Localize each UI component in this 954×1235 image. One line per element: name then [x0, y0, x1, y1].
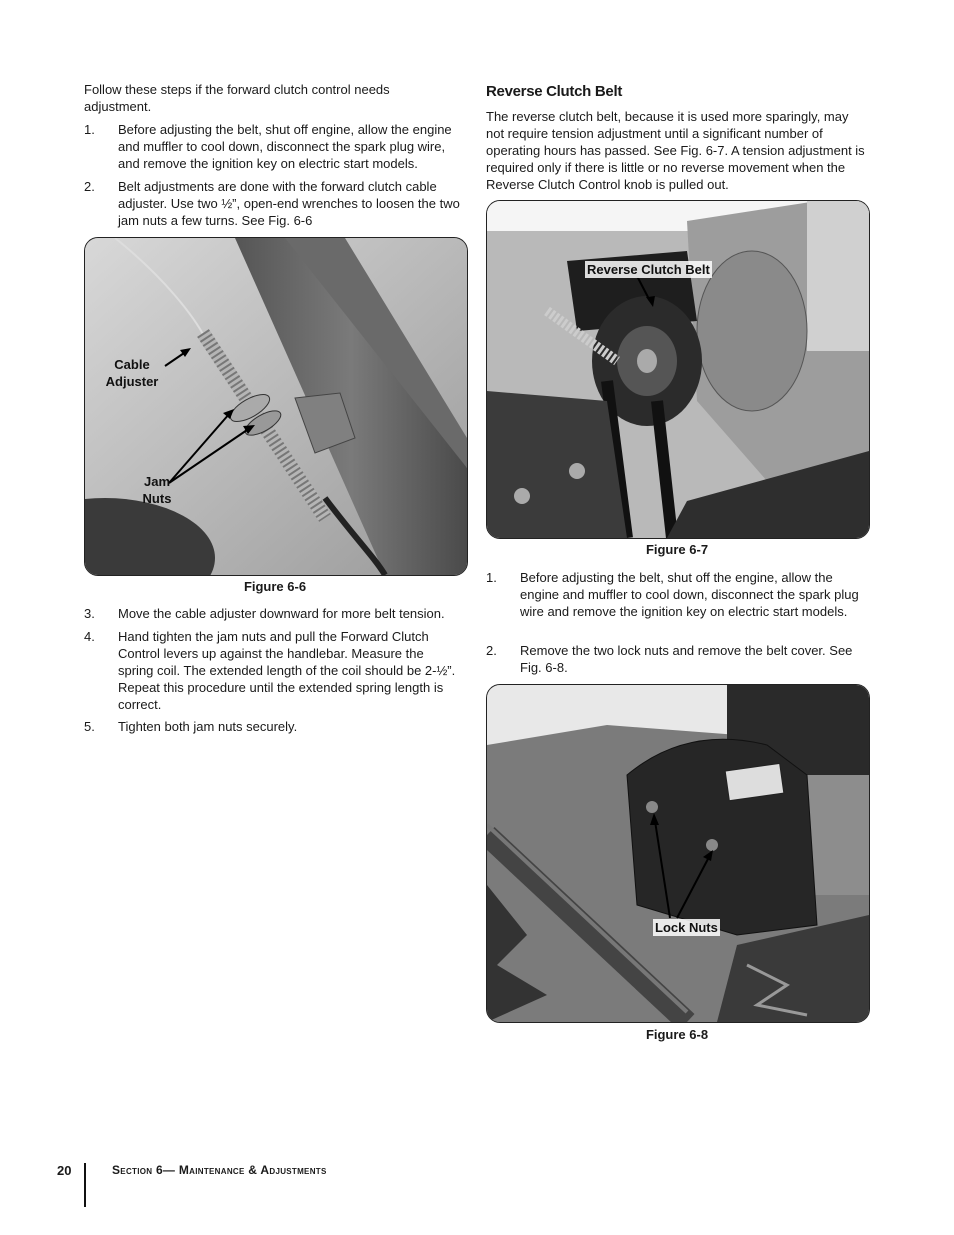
- step-number: 2.: [84, 179, 95, 194]
- label-reverse-clutch-belt: Reverse Clutch Belt: [587, 262, 710, 277]
- figure-6-6-caption: Figure 6-6: [243, 579, 307, 594]
- figure-6-7-caption: Figure 6-7: [645, 542, 709, 557]
- step-text: Remove the two lock nuts and remove the belt cover. See Fig. 6-8.: [520, 643, 853, 675]
- label-jam-nuts: Jam Nuts: [142, 474, 172, 506]
- step-text: Hand tighten the jam nuts and pull the Forward Clutch Control levers up against the handlebar. Measure the spring coil. The extended length of the coil should be 2-½”. Repeat this procedure until the extended spring length is correct.: [118, 629, 456, 712]
- step-number: 4.: [84, 629, 95, 644]
- step-text: Belt adjustments are done with the forward clutch cable adjuster. Use two ½”, open-end wrenches to loosen the two jam nuts a few turns. See Fig. 6-6: [118, 179, 460, 228]
- intro-paragraph: Follow these steps if the forward clutch control needs adjustment.: [84, 82, 390, 114]
- figure-6-8-photo: [486, 684, 870, 1023]
- step-number: 2.: [486, 643, 497, 658]
- step-text: Move the cable adjuster downward for more belt tension.: [118, 606, 445, 621]
- figure-6-7-photo: [486, 200, 870, 539]
- step-number: 5.: [84, 719, 95, 734]
- footer-section-title: Section 6— Maintenance & Adjustments: [112, 1163, 327, 1177]
- reverse-intro-paragraph: The reverse clutch belt, because it is used more sparingly, may not require tension adjustment until a significant number of operating hours has passed. See Fig. 6-7. A tension adjustment is required only if there is little or no reverse movement when the Reverse Clutch Control knob is pulled out.: [486, 109, 865, 192]
- step-number: 1.: [486, 570, 497, 585]
- step-number: 3.: [84, 606, 95, 621]
- figure-6-8-caption: Figure 6-8: [645, 1027, 709, 1042]
- label-lock-nuts: Lock Nuts: [655, 920, 718, 935]
- step-number: 1.: [84, 122, 95, 137]
- step-text: Before adjusting the belt, shut off the engine, allow the engine and muffler to cool down, disconnect the spark plug wire and remove the ignition key on electric start models.: [520, 570, 859, 619]
- footer-divider: [84, 1163, 86, 1207]
- figure-6-6-photo: [84, 237, 468, 576]
- section-heading: Reverse Clutch Belt: [486, 83, 623, 100]
- step-text: Before adjusting the belt, shut off engine, allow the engine and muffler to cool down, disconnect the spark plug wire, and remove the ignition key on electric start models.: [118, 122, 452, 171]
- label-cable-adjuster: Cable Adjuster: [105, 357, 159, 389]
- page-number: 20: [57, 1163, 72, 1178]
- step-text: Tighten both jam nuts securely.: [118, 719, 298, 734]
